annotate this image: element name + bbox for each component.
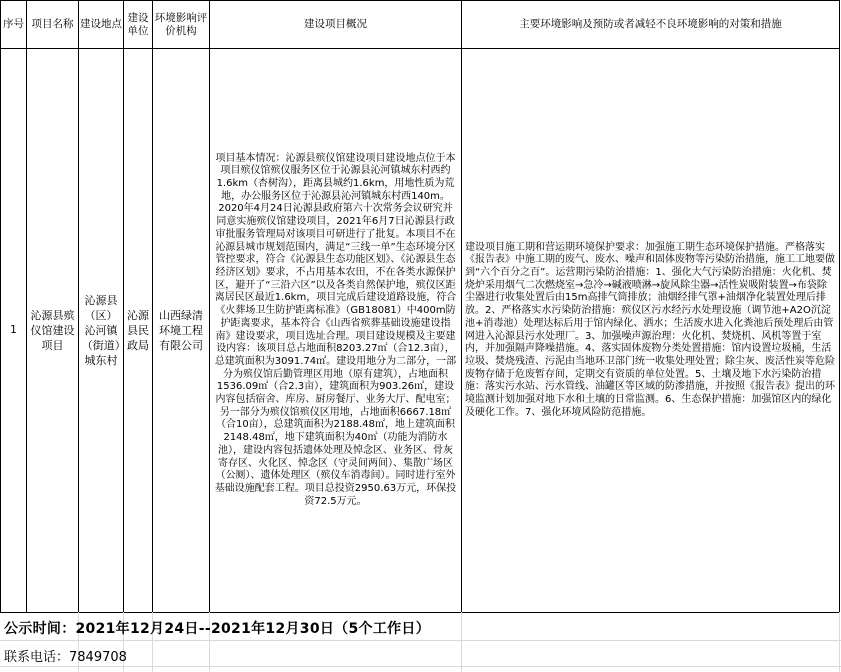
contact-phone: 联系电话：7849708 [4, 650, 127, 665]
cell-construction-unit: 沁源县民政局 [124, 49, 153, 613]
grid-line [839, 612, 840, 672]
grid-line [0, 640, 841, 641]
publication-time: 公示时间：2021年12月24日--2021年12月30日（5个工作日） [4, 621, 431, 637]
cell-measures: 建设项目施工期和营运期环境保护要求：加强施工期生态环境保护措施。严格落实《报告表》中施工期的废气、废水、噪声和固体废物等污染防治措施，施工工地要做到“六个百分之百”。运营期污染防治措施：1、强化大气污染防治措施：火化机、焚烧炉采用烟气二次燃烧室→急冷→碱液喷淋→旋风除尘器→活性炭吸附装置→布袋除尘器进行收集处置后由15m高排气筒排放；油烟经排气罩+油烟净化装置处理后排放。2、严格落实水污染防治措施：殡仪区污水经污水处理设施（调节池+A2O沉淀池+消毒池）处理达标后用于馆内绿化、洒水；生活废水进入化粪池后预处理后由管网进入沁源县污水处理厂。3、加强噪声源治理：火化机、焚烧机、风机等置于室内，并加强隔声降噪措施。4、落实固体废物分类处置措施：馆内设置垃圾桶，生活垃圾、焚烧残渣、污泥由当地环卫部门统一收集处理处置；除尘灰、废活性炭等危险废物存储于危废暂存间，定期交有资质的单位处置。5、土壤及地下水污染防治措施：落实污水站、污水管线、油罐区等区域的防渗措施，并按照《报告表》提出的环境监测计划加强对地下水和土壤的日常监测。6、生态保护措施：加强馆区内的绿化及硬化工作。7、强化环境风险防范措施。 [462, 49, 840, 613]
cell-serial-number: 1 [1, 49, 27, 613]
header-location: 建设地点 [79, 1, 124, 49]
grid-line [461, 612, 462, 672]
table-header-row [1, 1, 840, 49]
header-serial-number: 序号 [1, 1, 27, 49]
grid-line [0, 666, 841, 667]
header-project-overview: 建设项目概况 [210, 1, 462, 49]
cell-project-name: 沁源县殡仪馆建设项目 [27, 49, 79, 613]
cell-eia-agency: 山西绿清环境工程有限公司 [153, 49, 210, 613]
cell-location: 沁源县（区）沁河镇（街道）城东村 [79, 49, 124, 613]
cell-project-overview: 项目基本情况：沁源县殡仪馆建设项目建设地点位于本项目殡仪馆殡仪服务区位于沁源县沁河镇城东村西约1.6km（杏树沟），距离县城约1.6km，用地性质为荒地，办公服务区位于沁源县沁河镇城东村西140m。2020年4月24日沁源县政府第六十次常务会议研究并同意实施殡仪馆建设项目，2021年6月7日沁源县行政审批服务管理局对该项目可研进行了批复。本项目不在沁源县城市规划范围内，满足“三线一单”生态环境分区管控要求，符合《沁源县生态功能区划》、《沁源县生态经济区划》要求，不占用基本农田，不在各类水源保护区，避开了“三沿六区”以及各类自然保护地，殡仪区距离居民区最近1.6km，项目完成后建设道路设施，符合《火葬场卫生防护距离标准》（GB18081）中400m防护距离要求，基本符合《山西省殡葬基础设施建设指南》建设要求，项目选址合理。项目建设规模及主要建设内容：该项目总占地面积8203.27㎡（合12.3亩），总建筑面积为3091.74㎡。建设用地分为二部分，一部分为殡仪馆后勤管理区用地（原有建筑），占地面积1536.09㎡（合2.3亩），建筑面积为903.26㎡，建设内容包括宿舍、库房、厨房餐厅、业务大厅、配电室；另一部分为殡仪馆殡仪区用地，占地面积6667.18㎡（合10亩），总建筑面积为2188.48㎡，地上建筑面积2148.48㎡，地下建筑面积为40㎡（功能为消防水池），建设内容包括遗体处理及悼念区、业务区、骨灰寄存区、火化区、悼念区（守灵间两间）、集散广场区（公厕）、遗体处理区（殡仪车消毒间）。同时进行室外基础设施配套工程。项目总投资2950.63万元，环保投资72.5万元。 [210, 49, 462, 613]
header-eia-agency: 环境影响评价机构 [153, 1, 210, 49]
header-construction-unit: 建设单位 [124, 1, 153, 49]
header-measures: 主要环境影响及预防或者减轻不良环境影响的对策和措施 [462, 1, 840, 49]
table-row [1, 49, 840, 613]
header-project-name: 项目名称 [27, 1, 79, 49]
